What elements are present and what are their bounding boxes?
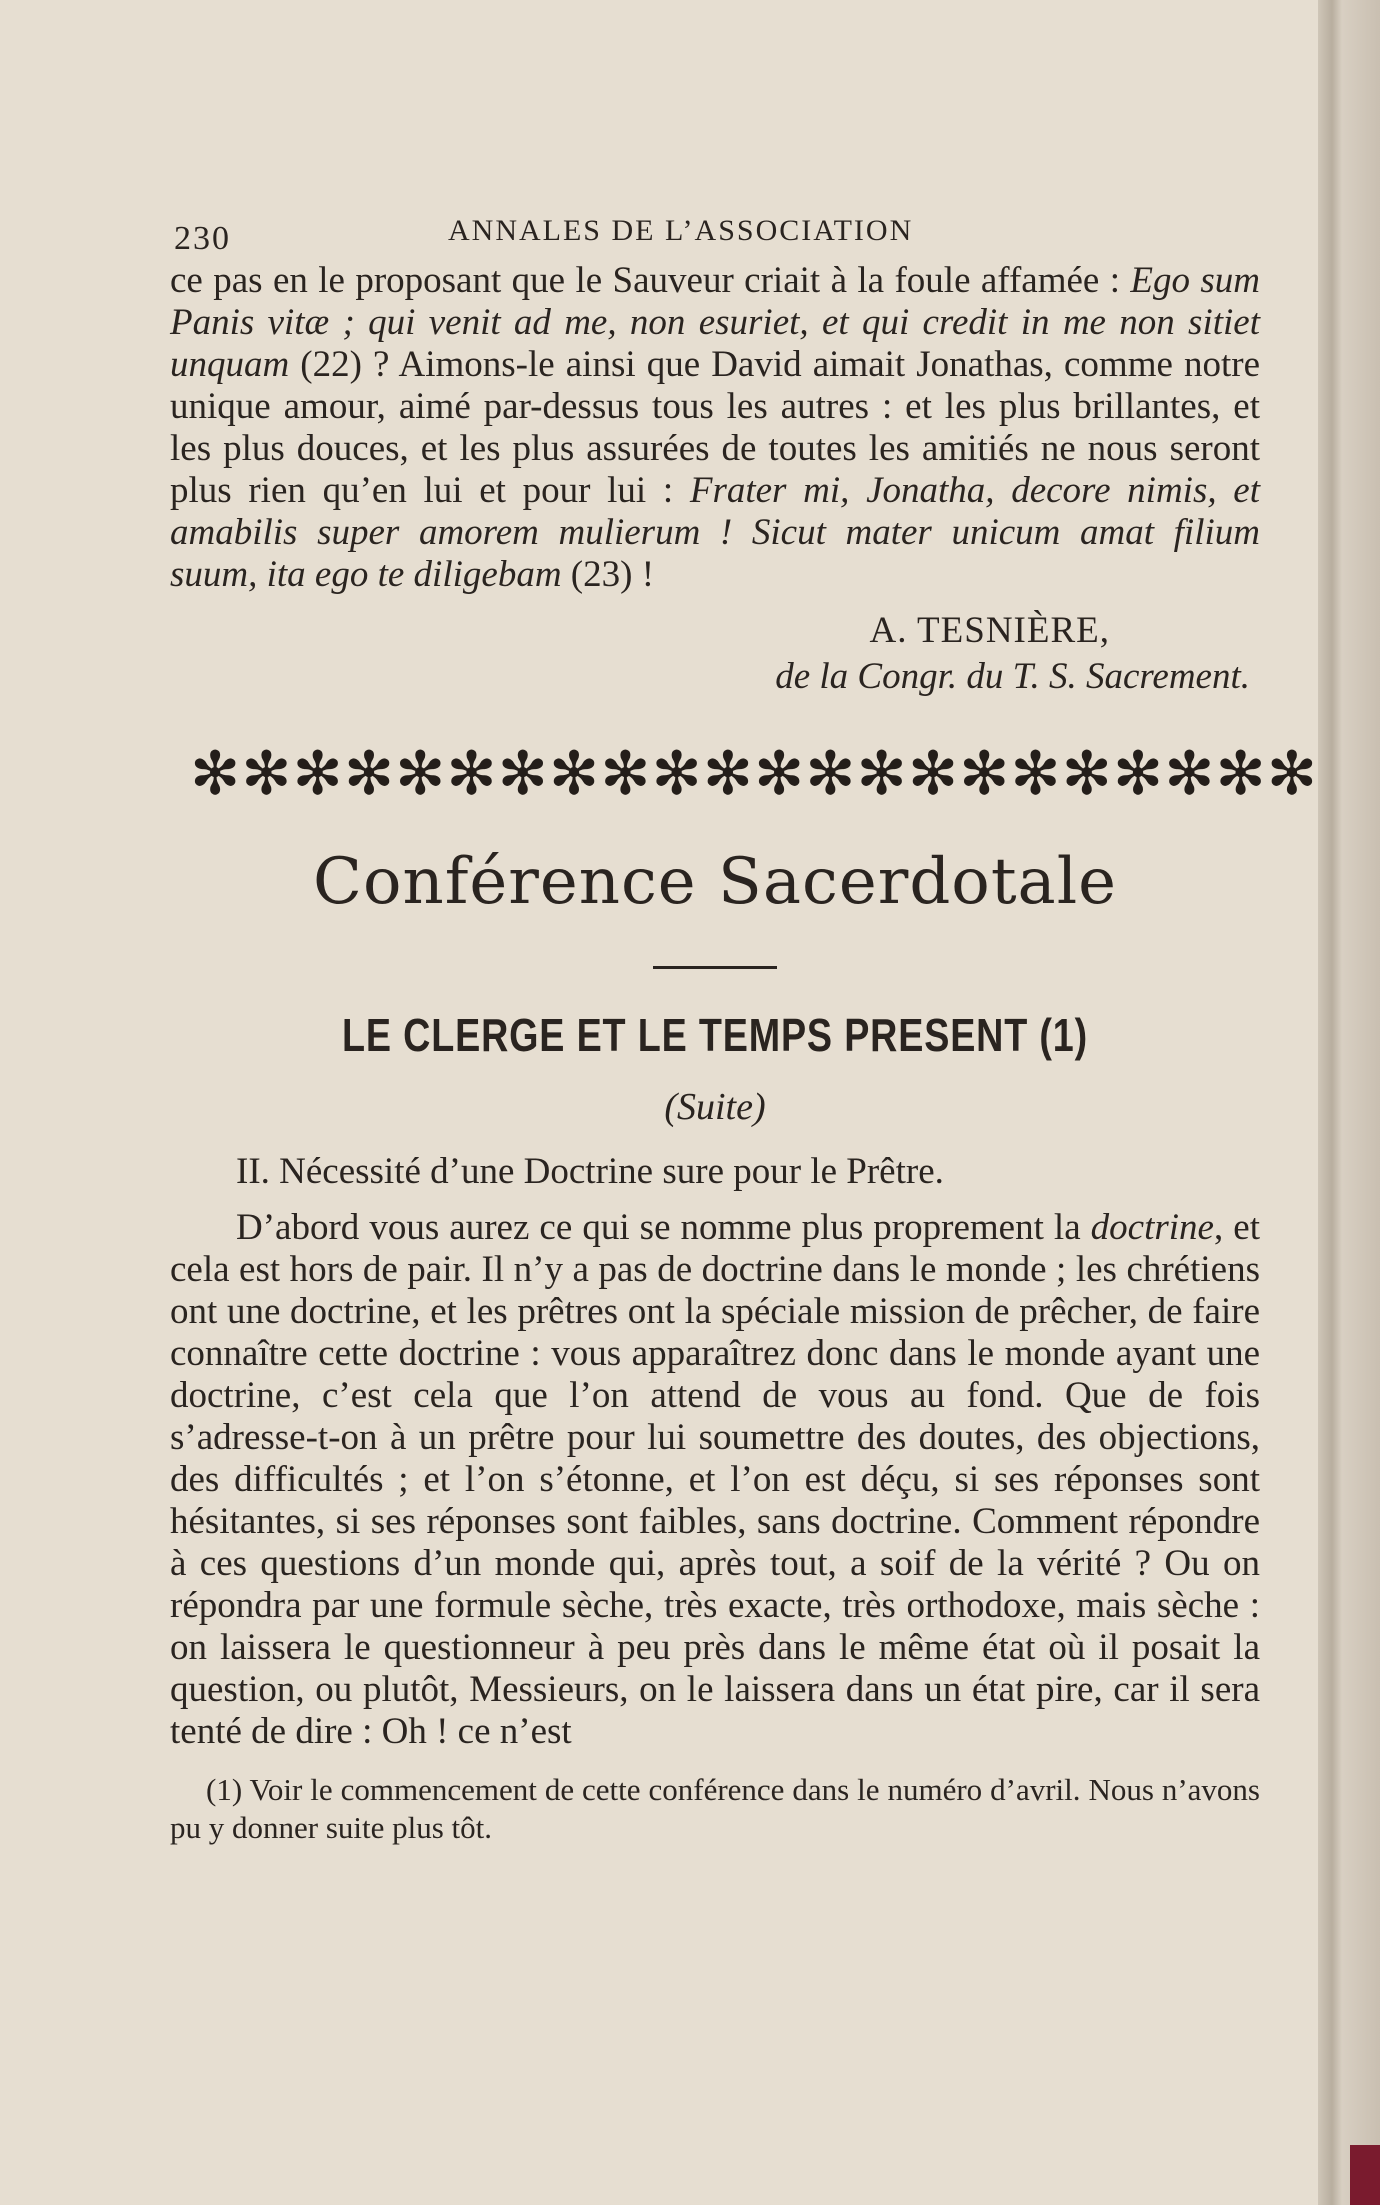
page-content <box>170 200 1319 1847</box>
footnote-text: (1) Voir le commencement de cette conférence dans le numéro d’avril. Nous n’avons pu y donner suite plus tôt. <box>170 1772 1260 1845</box>
article-paragraph <box>170 1207 1260 1753</box>
author-signature: A. TESNIÈRE, <box>869 610 1110 651</box>
text-segment: (22) ? Aimons-le ainsi que David aimait Jonathas, comme notre unique amour, aimé par-dessus tous les autres : et les plus brillantes, et les plus douces, et les plus assurées de toutes les amitiés ne nous seront plus rien qu’en lui et pour lui : <box>170 344 1260 511</box>
running-header <box>170 200 1260 260</box>
footnote <box>170 1771 1260 1847</box>
article-subtitle: (Suite) <box>664 1086 766 1128</box>
section-title: Conférence Sacerdotale <box>312 845 1118 919</box>
page-number: 230 <box>174 220 231 257</box>
text-segment: (23) ! <box>561 554 655 595</box>
latin-quote: Ego sum Panis vitæ ; qui venit ad me, non esuriet, et qui credit in me non sitiet unquam <box>170 260 1260 385</box>
previous-article-closing-paragraph <box>170 260 1260 596</box>
latin-quote: Frater mi, Jonatha, decore nimis, et amabilis super amorem mulierum ! Sicut mater unicum amat filium suum, ita ego te diligebam <box>170 470 1260 595</box>
text-segment: D’abord vous aurez ce qui se nomme plus proprement la <box>236 1207 1091 1248</box>
text-segment: , et cela est hors de pair. Il n’y a pas de doctrine dans le monde ; les chrétiens ont une doctrine, et les prêtres ont la spéciale mission de prêcher, de faire connaître cette doctrine : vous apparaîtrez donc dans le monde ayant une doctrine, c’est cela que l’on attend de vous au fond. Que de fois s’adresse-t-on à un prêtre pour lui soumettre des doutes, des objections, des difficultés ; et l’on s’étonne, et l’on est déçu, si ses réponses sont hésitantes, si ses réponses sont faibles, sans doctrine. Comment répondre à ces questions d’un monde qui, après tout, a soif de la vérité ? Ou on répondra par une formule sèche, très exacte, très orthodoxe, mais sèche : on laissera le questionneur à peu près dans le même état où il posait la question, ou plutôt, Messieurs, on le laissera dans un état pire, car il sera tenté de dire : Oh ! ce n’est <box>170 1207 1260 1752</box>
text-segment: ce pas en le proposant que le Sauveur criait à la foule affamée : <box>170 260 1131 301</box>
book-page-edge <box>1318 0 1380 2205</box>
article-title: LE CLERGE ET LE TEMPS PRESENT (1) <box>342 1009 1088 1061</box>
title-rule <box>653 966 777 969</box>
author-affiliation: de la Congr. du T. S. Sacrement. <box>775 656 1250 697</box>
section-heading: II. Nécessité d’une Doctrine sure pour le Prêtre. <box>236 1151 944 1192</box>
running-title: ANNALES DE L’ASSOCIATION <box>448 214 914 247</box>
emphasis: doctrine <box>1090 1207 1214 1248</box>
book-cover-corner <box>1350 2145 1380 2205</box>
asterisk-ornament-divider: ✻✻✻✻✻✻✻✻✻✻✻✻✻✻✻✻✻✻✻✻✻✻ <box>190 741 1319 807</box>
